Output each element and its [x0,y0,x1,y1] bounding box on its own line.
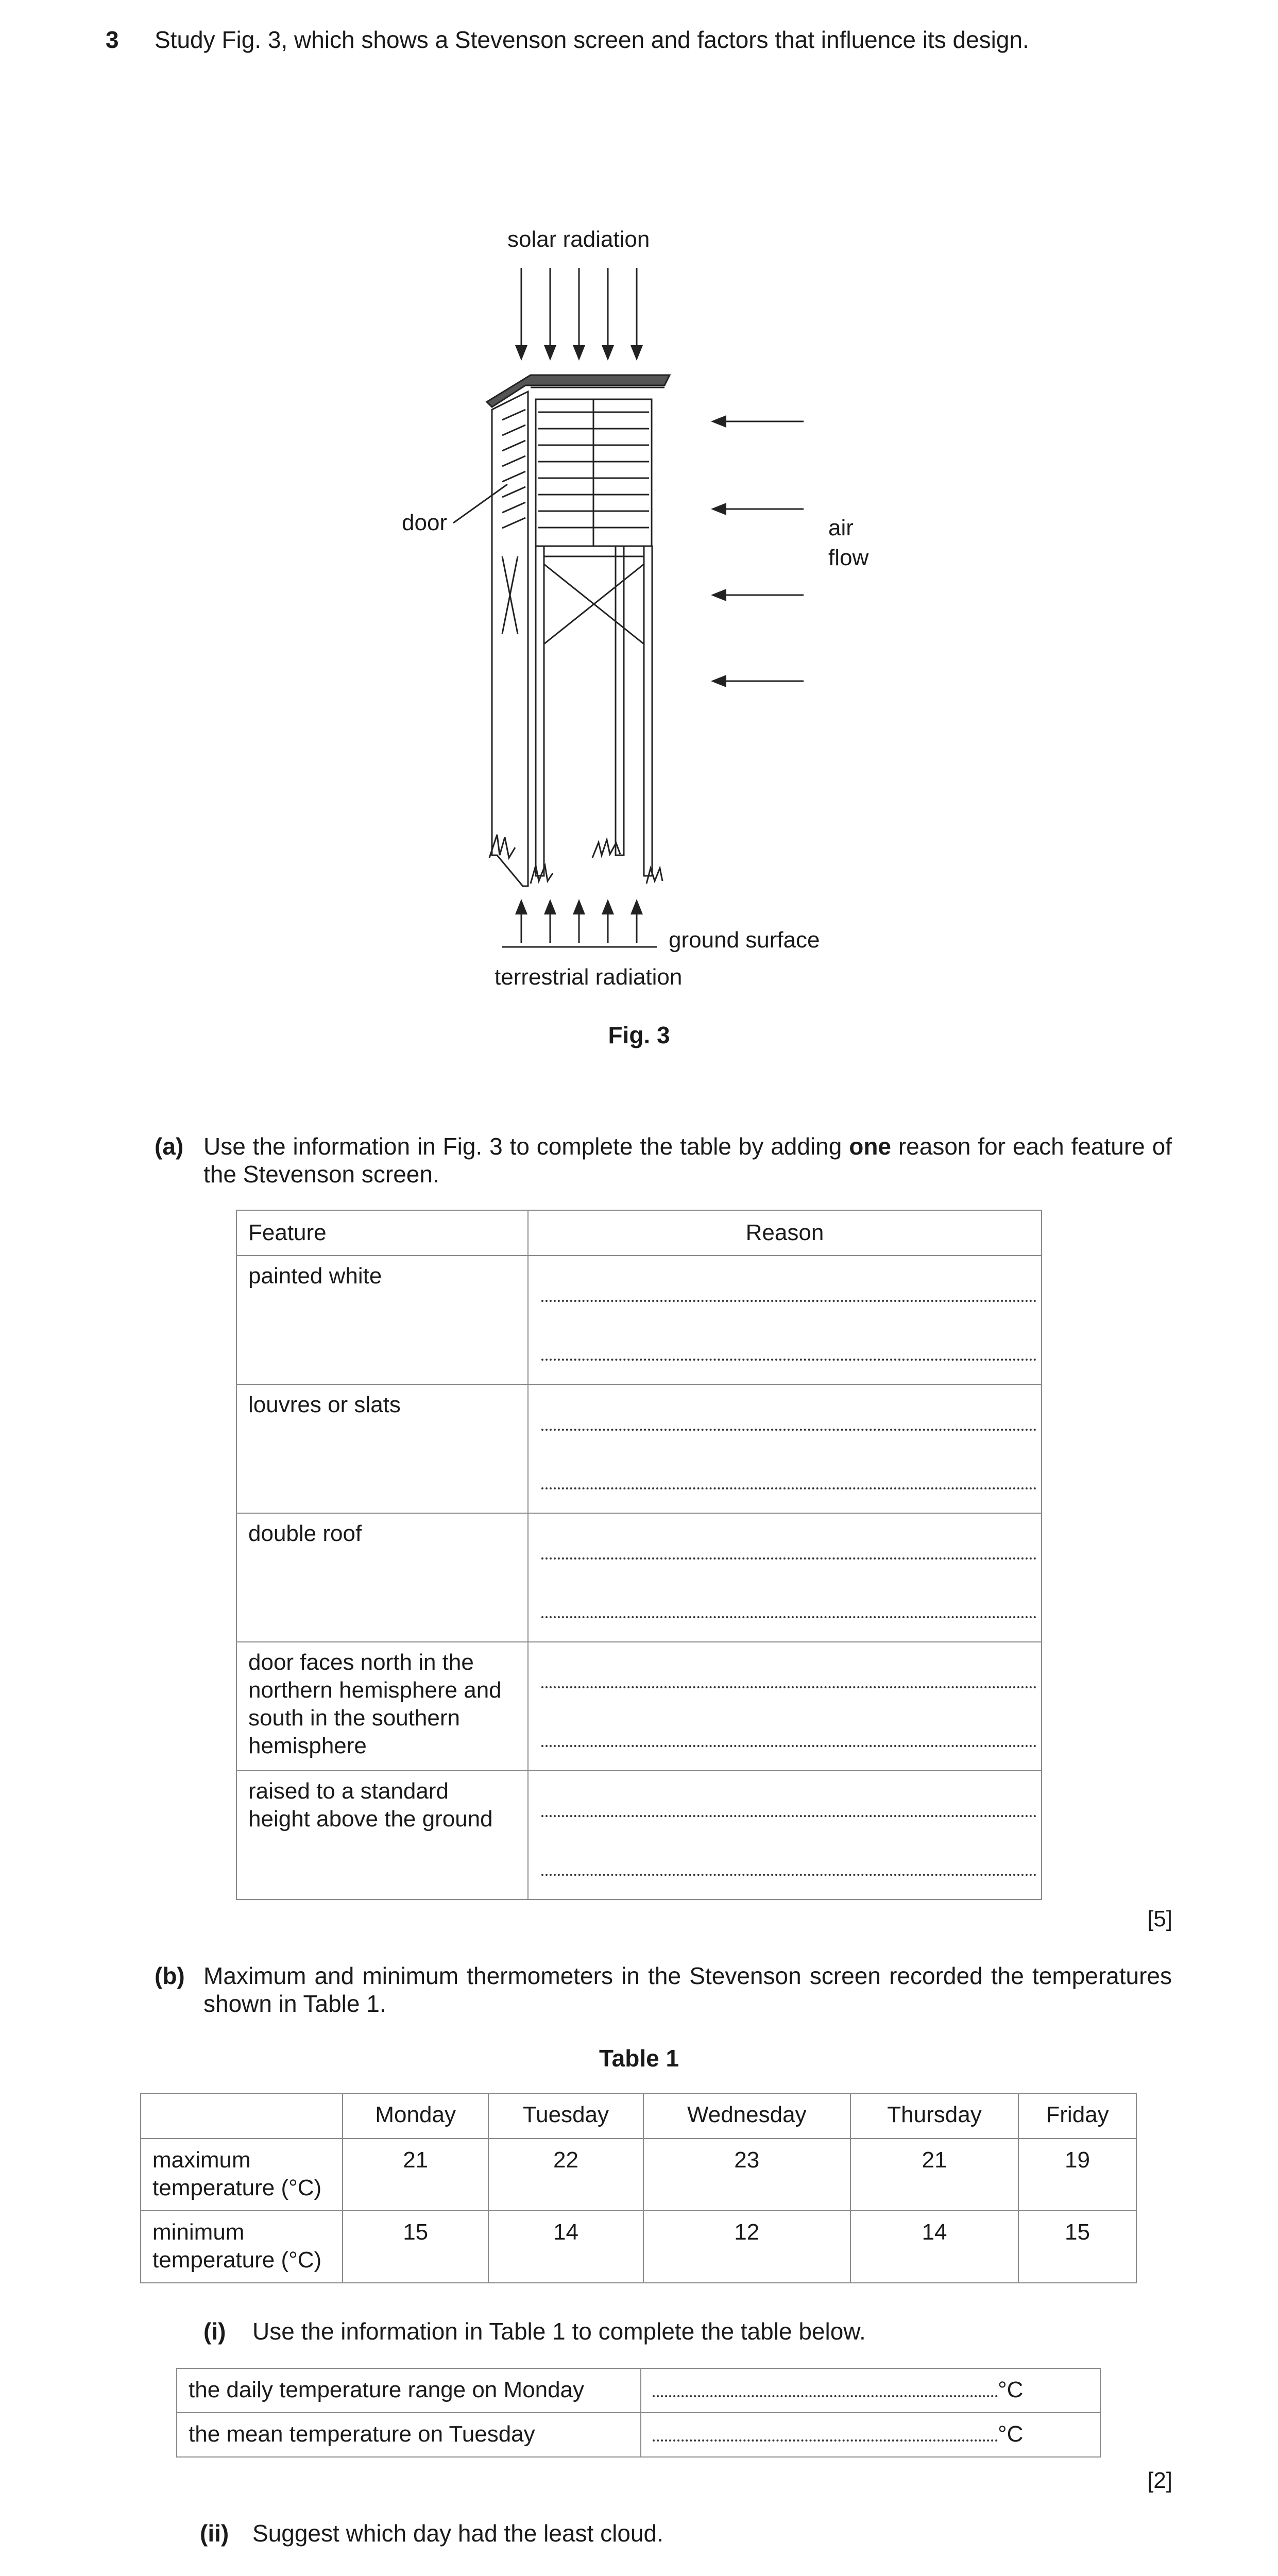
feature-cell: louvres or slats [236,1384,528,1513]
part-bii-text: Suggest which day had the least cloud. [252,2520,663,2547]
feature-reason-table [236,1210,1042,1900]
figure-caption: Fig. 3 [608,1022,670,1048]
temperature-table [140,2093,1137,2283]
part-bii-label: (ii) [200,2520,229,2547]
row-label: the daily temperature range on Monday [177,2368,641,2413]
value-cell: 12 [643,2211,850,2283]
table-header-row [141,2093,1136,2139]
table-row [141,2139,1136,2211]
day-header: Friday [1018,2093,1136,2139]
row-label: maximum temperature (°C) [141,2139,343,2211]
ground-surface-label: ground surface [669,927,820,953]
day-header: Tuesday [488,2093,643,2139]
airflow-arrows [719,421,804,681]
value-cell: 14 [488,2211,643,2283]
question-number: 3 [106,26,119,53]
row-label: minimum temperature (°C) [141,2211,343,2283]
table1-title: Table 1 [599,2045,679,2072]
part-bi-marks: [2] [1147,2468,1172,2493]
solar-radiation-label: solar radiation [507,227,650,252]
value-cell: 21 [850,2139,1018,2211]
value-cell: 15 [343,2211,488,2283]
feature-cell: double roof [236,1513,528,1642]
day-header: Wednesday [643,2093,850,2139]
value-cell: 22 [488,2139,643,2211]
table-row [177,2413,1100,2457]
question-intro: Study Fig. 3, which shows a Stevenson screen and factors that influence its design. [155,26,1029,53]
table-row [141,2211,1136,2283]
value-cell: 23 [643,2139,850,2211]
part-bi-text: Use the information in Table 1 to complete the table below. [252,2318,866,2345]
row-label: the mean temperature on Tuesday [177,2413,641,2457]
stevenson-screen-figure [0,0,1278,1030]
reason-answer-cell[interactable] [528,1384,1042,1513]
part-a-marks: [5] [1147,1906,1172,1931]
header-feature: Feature [236,1210,528,1256]
calculation-table [176,2368,1101,2458]
day-header: Monday [343,2093,488,2139]
table-row [236,1256,1042,1384]
solar-arrows [521,268,637,353]
feature-cell: raised to a standard height above the ground [236,1771,528,1900]
reason-answer-cell[interactable] [528,1642,1042,1771]
door-label: door [402,510,448,535]
header-reason: Reason [528,1210,1042,1256]
value-cell: 19 [1018,2139,1136,2211]
feature-cell: painted white [236,1256,528,1384]
table-row [236,1642,1042,1771]
day-header: Thursday [850,2093,1018,2139]
value-cell: 14 [850,2211,1018,2283]
screen-body [453,392,662,886]
table-row [236,1384,1042,1513]
part-b-text: Maximum and minimum thermometers in the Stevenson screen recorded the temperatures shown in Table 1. [203,1962,1172,2017]
feature-cell: door faces north in the northern hemisphere and south in the southern hemisphere [236,1642,528,1771]
table-row [236,1513,1042,1642]
part-b-label: (b) [155,1962,185,1989]
reason-answer-cell[interactable] [528,1256,1042,1384]
value-cell: 15 [1018,2211,1136,2283]
part-bi-label: (i) [203,2318,226,2345]
part-a-label: (a) [155,1133,184,1160]
table-header-row [236,1210,1042,1256]
terrestrial-arrows [502,907,657,947]
reason-answer-cell[interactable] [528,1771,1042,1900]
reason-answer-cell[interactable] [528,1513,1042,1642]
table-row [236,1771,1042,1900]
value-cell: 21 [343,2139,488,2211]
air-label: air [828,515,854,540]
flow-label: flow [828,545,869,570]
answer-cell[interactable]: °C [641,2368,1100,2413]
empty-header-cell [141,2093,343,2139]
part-a-text: Use the information in Fig. 3 to complete the table by adding one reason for each feature of the Stevenson screen. [203,1133,1172,1188]
terrestrial-radiation-label: terrestrial radiation [495,964,683,990]
answer-cell[interactable]: °C [641,2413,1100,2457]
table-row [177,2368,1100,2413]
